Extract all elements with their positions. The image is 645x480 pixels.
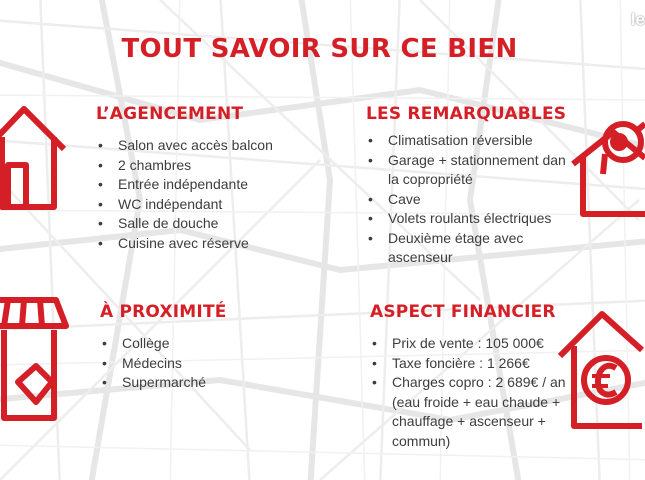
list-item: • Taxe foncière : 1 266€ bbox=[370, 354, 566, 374]
list-item: • Salle de douche bbox=[96, 214, 273, 234]
list-item: • Collège bbox=[100, 334, 227, 354]
list-item: • Deuxième étage avec bbox=[366, 229, 566, 249]
list-remarquables bbox=[366, 131, 566, 268]
list-item: • WC indépendant bbox=[96, 195, 273, 215]
list-item-continuation: (eau froide + eau chaude + bbox=[392, 393, 561, 410]
watermark-logo: le bbox=[630, 10, 645, 29]
list-item: • Cuisine avec réserve bbox=[96, 234, 273, 254]
list-item: • 2 chambres bbox=[96, 156, 273, 176]
section-heading-agencement: L’AGENCEMENT bbox=[96, 104, 244, 124]
page-title: TOUT SAVOIR SUR CE BIEN bbox=[121, 34, 518, 64]
list-proximite bbox=[100, 334, 227, 393]
list-item: • Médecins bbox=[100, 354, 227, 374]
list-item: • Entrée indépendante bbox=[96, 175, 273, 195]
list-item-continuation: chauffage + ascenseur + bbox=[392, 413, 546, 429]
list-item-continuation: la copropriété bbox=[388, 171, 473, 187]
section-remarquables bbox=[366, 104, 566, 268]
list-item: • Salon avec accès balcon bbox=[96, 136, 273, 156]
list-item: • Climatisation réversible bbox=[366, 131, 566, 151]
house-icon bbox=[0, 97, 70, 217]
section-financier bbox=[370, 302, 566, 451]
list-agencement bbox=[96, 136, 273, 253]
section-heading-proximite: À PROXIMITÉ bbox=[100, 302, 227, 322]
list-item: • Supermarché bbox=[100, 373, 227, 393]
euro-house-icon bbox=[562, 300, 639, 440]
list-item: • Cave bbox=[366, 190, 566, 210]
list-item: • Volets roulants électriques bbox=[366, 209, 566, 229]
house-key-tag-icon bbox=[575, 102, 639, 222]
shop-icon bbox=[0, 290, 70, 430]
section-heading-remarquables: LES REMARQUABLES bbox=[366, 104, 567, 124]
list-item-continuation: commun) bbox=[392, 432, 451, 449]
section-proximite bbox=[100, 302, 227, 393]
list-item: • Charges copro : 2 689€ / an bbox=[370, 373, 566, 393]
section-heading-financier: ASPECT FINANCIER bbox=[370, 302, 556, 322]
list-item: • Prix de vente : 105 000€ bbox=[370, 334, 566, 354]
list-item: • Garage + stationnement dan bbox=[366, 151, 566, 171]
list-financier bbox=[370, 334, 566, 451]
list-item-continuation: ascenseur bbox=[388, 249, 453, 265]
section-agencement bbox=[96, 104, 273, 253]
